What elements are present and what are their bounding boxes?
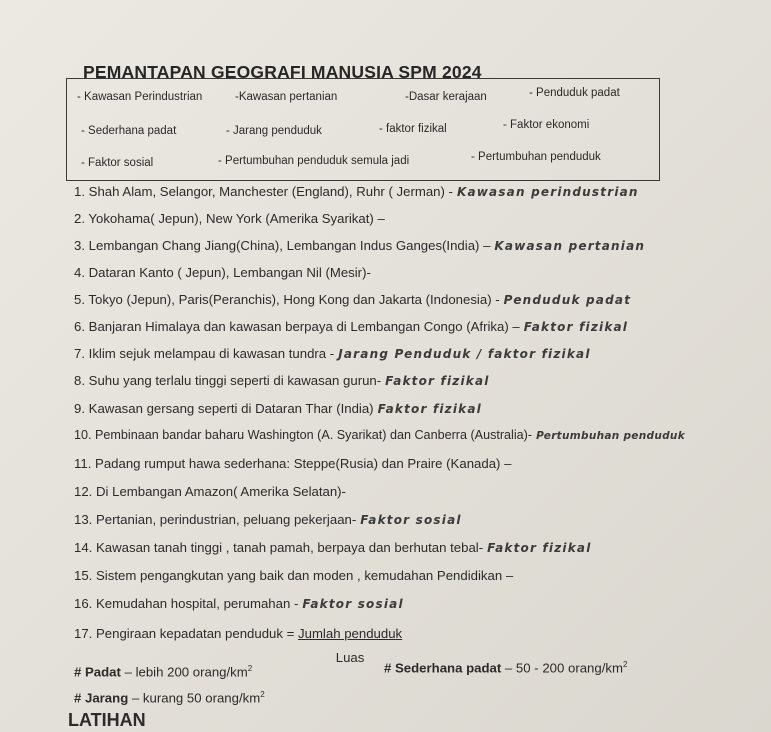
handwritten-answer: Penduduk padat: [503, 293, 632, 307]
unit-superscript: 2: [260, 690, 265, 699]
question-text: 11. Padang rumput hawa sederhana: Steppe(Rusia) dan Praire (Kanada) –: [74, 456, 512, 471]
handwritten-answer: Faktor sosial: [302, 597, 404, 611]
question-7: [74, 346, 591, 361]
question-13: [74, 512, 462, 527]
note-label: # Padat: [74, 664, 121, 680]
handwritten-answer: Faktor sosial: [360, 513, 462, 527]
question-text: 16. Kemudahan hospital, perumahan -: [74, 596, 299, 611]
note-value: – kurang 50 orang/km: [128, 690, 261, 706]
question-text: 5. Tokyo (Jepun), Paris(Peranchis), Hong Kong dan Jakarta (Indonesia) -: [74, 292, 500, 307]
question-text: 8. Suhu yang terlalu tinggi seperti di kawasan gurun-: [74, 373, 382, 388]
question-4: [74, 265, 375, 280]
handwritten-answer: Jarang Penduduk / faktor fizikal: [338, 347, 591, 361]
note-value: – lebih 200 orang/km: [120, 664, 248, 680]
question-5: [74, 292, 631, 307]
choice-jarang-penduduk: - Jarang penduduk: [226, 125, 322, 137]
question-12: [74, 484, 350, 499]
question-text: 9. Kawasan gersang seperti di Dataran Thar (India): [74, 401, 374, 416]
choice-faktor-ekonomi: - Faktor ekonomi: [503, 119, 590, 131]
question-text: 13. Pertanian, perindustrian, peluang pekerjaan-: [74, 512, 357, 527]
question-3: [74, 238, 645, 253]
question-15: [74, 568, 517, 583]
choice-pertumbuhan-semula-jadi: - Pertumbuhan penduduk semula jadi: [218, 155, 410, 167]
note-label: # Jarang: [74, 690, 129, 706]
question-text: 6. Banjaran Himalaya dan kawasan berpaya di Lembangan Congo (Afrika) –: [74, 319, 520, 334]
choice-kawasan-pertanian: -Kawasan pertanian: [235, 91, 338, 103]
question-8: [74, 373, 490, 388]
question-text: 4. Dataran Kanto ( Jepun), Lembangan Nil (Mesir)-: [74, 265, 371, 280]
note-value: – 50 - 200 orang/km: [501, 660, 623, 676]
question-text: 1. Shah Alam, Selangor, Manchester (England), Ruhr ( Jerman) -: [74, 184, 453, 199]
handwritten-answer: Pertumbuhan penduduk: [536, 430, 685, 442]
handwritten-answer: Kawasan pertanian: [494, 239, 646, 253]
question-text: 7. Iklim sejuk melampau di kawasan tundra -: [74, 346, 335, 361]
sederhana-density-note: [384, 660, 627, 675]
handwritten-answer: Kawasan perindustrian: [456, 185, 639, 199]
padat-density-note: [74, 664, 252, 679]
choice-penduduk-padat: - Penduduk padat: [529, 87, 620, 99]
question-11: [74, 456, 515, 471]
question-1: [74, 184, 639, 199]
unit-superscript: 2: [247, 664, 253, 673]
question-16: [74, 596, 404, 611]
question-text: 2. Yokohama( Jepun), New York (Amerika Syarikat) –: [74, 211, 385, 226]
fraction-denominator: Luas: [335, 650, 365, 665]
choice-faktor-sosial: - Faktor sosial: [81, 157, 154, 169]
handwritten-answer: Faktor fizikal: [523, 320, 629, 334]
choice-faktor-fizikal: - faktor fizikal: [379, 123, 447, 135]
question-14: [74, 540, 592, 555]
question-2: [74, 211, 389, 226]
latihan-heading: LATIHAN: [68, 710, 146, 730]
question-10: [74, 428, 685, 442]
question-text: 12. Di Lembangan Amazon( Amerika Selatan)-: [74, 484, 346, 499]
handwritten-answer: Faktor fizikal: [377, 402, 482, 416]
question-9: [74, 401, 482, 416]
question-text: 10. Pembinaan bandar baharu Washington (A. Syarikat) dan Canberra (Australia)-: [74, 428, 533, 442]
fraction-numerator: Jumlah penduduk: [298, 626, 403, 641]
choice-sederhana-padat: - Sederhana padat: [81, 125, 177, 137]
jarang-density-note: [74, 690, 265, 705]
answer-choices-box: [66, 78, 660, 181]
choice-kawasan-perindustrian: - Kawasan Perindustrian: [77, 91, 203, 103]
choice-pertumbuhan-penduduk: - Pertumbuhan penduduk: [471, 151, 601, 163]
question-text: 14. Kawasan tanah tinggi , tanah pamah, berpaya dan berhutan tebal-: [74, 540, 484, 555]
page-title: PEMANTAPAN GEOGRAFI MANUSIA SPM 2024: [83, 62, 482, 82]
question-6: [74, 319, 628, 334]
unit-superscript: 2: [622, 660, 628, 669]
formula-label: 17. Pengiraan kepadatan penduduk =: [74, 626, 295, 641]
question-text: 3. Lembangan Chang Jiang(China), Lembangan Indus Ganges(India) –: [74, 238, 491, 253]
handwritten-answer: Faktor fizikal: [487, 541, 592, 555]
question-text: 15. Sistem pengangkutan yang baik dan moden , kemudahan Pendidikan –: [74, 568, 514, 583]
choice-dasar-kerajaan: -Dasar kerajaan: [405, 91, 487, 103]
note-label: # Sederhana padat: [384, 660, 502, 676]
handwritten-answer: Faktor fizikal: [385, 374, 490, 388]
question-17-formula: [74, 626, 402, 665]
